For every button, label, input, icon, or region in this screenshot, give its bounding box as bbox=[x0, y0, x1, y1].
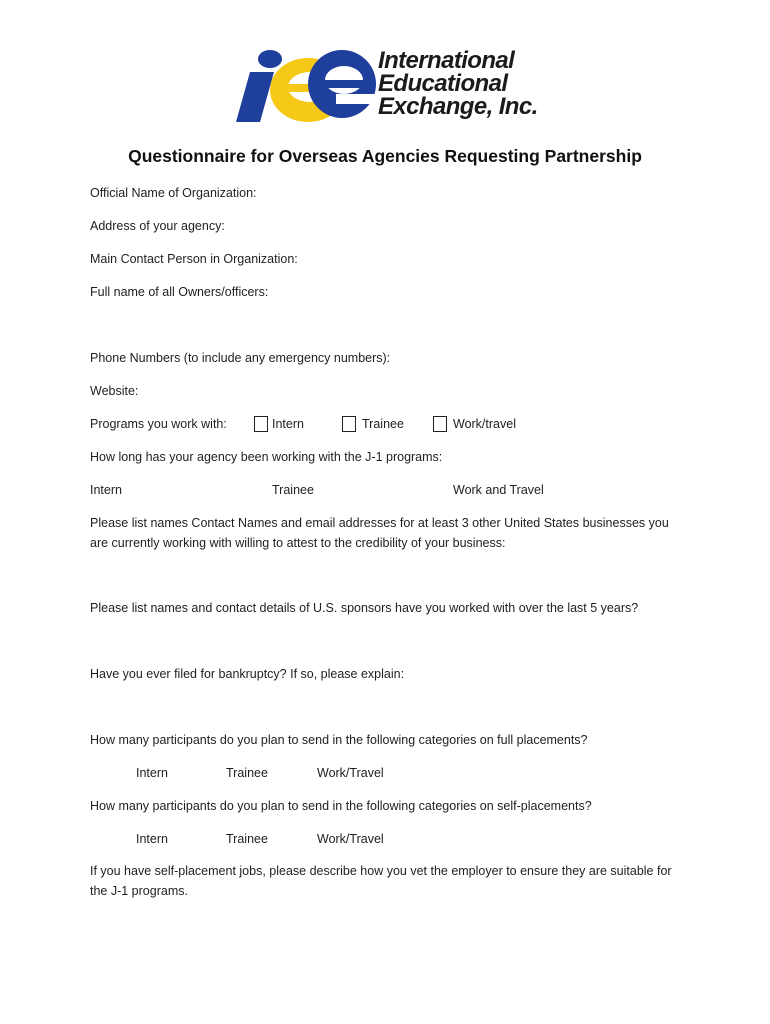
trainee-option-label: Trainee bbox=[362, 417, 404, 431]
bankruptcy-question: Have you ever filed for bankruptcy? If so, please explain: bbox=[90, 667, 405, 681]
address-label: Address of your agency: bbox=[90, 219, 225, 233]
work-travel-option-label: Work/travel bbox=[453, 417, 516, 431]
self-work-travel-column: Work/Travel bbox=[317, 832, 384, 846]
logo-wordmark bbox=[378, 49, 538, 118]
official-name-label: Official Name of Organization: bbox=[90, 186, 257, 200]
full-work-travel-column: Work/Travel bbox=[317, 766, 384, 780]
vetting-question: If you have self-placement jobs, please describe how you vet the employer to ensure they are suitable for the J-1 programs. bbox=[90, 864, 672, 898]
intern-option-label: Intern bbox=[272, 417, 304, 431]
work-travel-checkbox[interactable] bbox=[433, 416, 447, 432]
phone-label: Phone Numbers (to include any emergency numbers): bbox=[90, 351, 391, 365]
full-placements-question: How many participants do you plan to send in the following categories on full placements? bbox=[90, 733, 588, 747]
intern-checkbox[interactable] bbox=[254, 416, 268, 432]
j1-trainee-column: Trainee bbox=[272, 483, 314, 497]
j1-duration-question: How long has your agency been working with the J-1 programs: bbox=[90, 450, 443, 464]
self-intern-column: Intern bbox=[136, 832, 168, 846]
owners-label: Full name of all Owners/officers: bbox=[90, 285, 269, 299]
trainee-checkbox[interactable] bbox=[342, 416, 356, 432]
self-placements-question: How many participants do you plan to send in the following categories on self-placements? bbox=[90, 799, 592, 813]
logo-line-2: Educational bbox=[378, 70, 508, 97]
references-question: Please list names Contact Names and email addresses for at least 3 other United States businesses you are currently working with willing to attest to the credibility of your business: bbox=[90, 516, 669, 550]
iee-logo bbox=[236, 46, 540, 130]
programs-label: Programs you work with: bbox=[90, 417, 227, 431]
document-title: Questionnaire for Overseas Agencies Requesting Partnership bbox=[128, 146, 642, 166]
logo-line-3: Exchange, Inc. bbox=[378, 93, 538, 120]
self-trainee-column: Trainee bbox=[226, 832, 268, 846]
j1-work-travel-column: Work and Travel bbox=[453, 483, 544, 497]
full-intern-column: Intern bbox=[136, 766, 168, 780]
logo-line-1: International bbox=[378, 47, 515, 74]
main-contact-label: Main Contact Person in Organization: bbox=[90, 252, 298, 266]
sponsors-question: Please list names and contact details of U.S. sponsors have you worked with over the last 5 years? bbox=[90, 601, 639, 615]
website-label: Website: bbox=[90, 384, 139, 398]
iee-logo-mark bbox=[236, 46, 376, 130]
full-trainee-column: Trainee bbox=[226, 766, 268, 780]
j1-intern-column: Intern bbox=[90, 483, 122, 497]
